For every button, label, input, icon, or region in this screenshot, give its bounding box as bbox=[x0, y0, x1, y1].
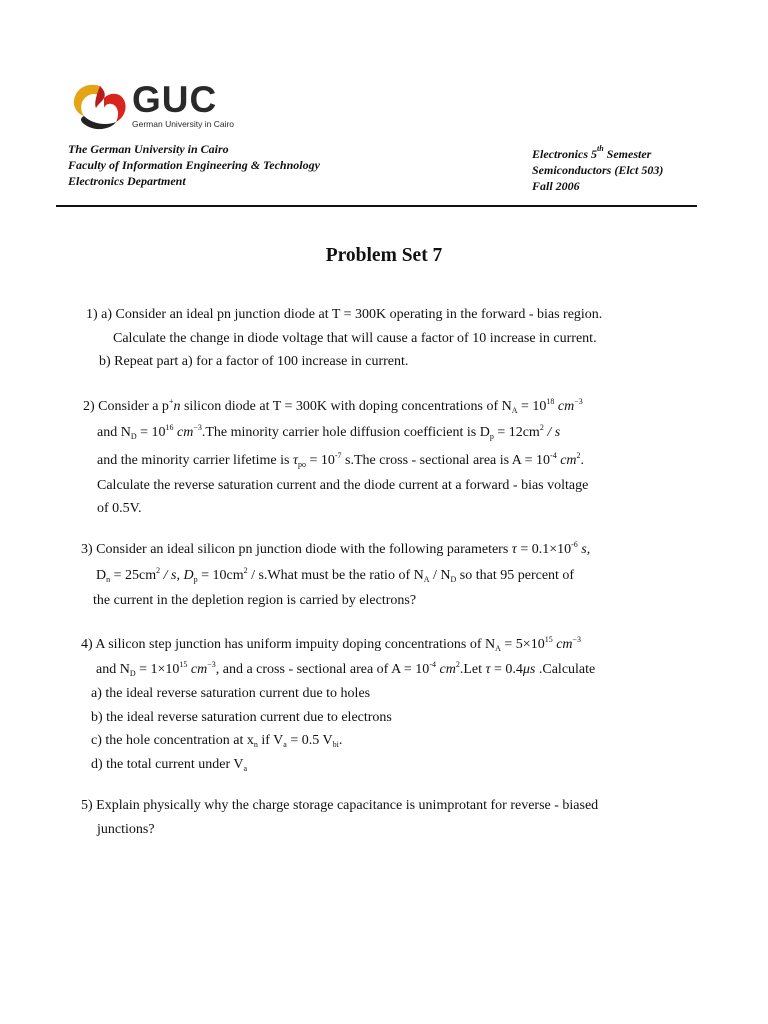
problem-2-line-3: and the minority carrier lifetime is $\tau_{po} = 10^{-7}$ s.The cross - sectional area is $A = 10^{-4}$ $cm^2$. bbox=[97, 451, 585, 469]
problem-4-part-d: d) the total current under $V_a$ bbox=[91, 757, 248, 773]
problem-3-line-3: the current in the depletion region is carried by electrons? bbox=[93, 593, 417, 608]
problem-1-line-3: b) Repeat part a) for a factor of 100 increase in current. bbox=[99, 354, 409, 369]
problem-2-line-2: and $N_D = 10^{16}$ $cm^{-3}.The$ minority carrier hole diffusion coefficient is $D_p = 12cm^2 / s$ bbox=[97, 423, 561, 441]
department-name: Electronics Department bbox=[68, 174, 186, 188]
guc-emblem-icon bbox=[70, 78, 130, 134]
problem-1-line-2: Calculate the change in diode voltage that will cause a factor of 10 increase in current. bbox=[113, 331, 597, 346]
header-right bbox=[532, 141, 663, 194]
problem-4-line-1: 4) A silicon step junction has uniform impuity doping concentrations of $N_A = 5\times 10^{15}$ $cm^{-3}$ bbox=[81, 635, 582, 653]
problem-4-part-a: a) the ideal reverse saturation current due to holes bbox=[91, 686, 371, 701]
page-title: Problem Set 7 bbox=[325, 245, 443, 266]
faculty-name: Faculty of Information Engineering & Technology bbox=[68, 158, 320, 172]
header-divider bbox=[56, 205, 697, 207]
logo-subtitle: German University in Cairo bbox=[132, 119, 235, 129]
problem-4-line-2: and $N_D = 1\times 10^{15}$ $cm^{-3}$, and a cross - sectional area of $A = 10^{-4}$ $cm^2.Let$ τ = 0.4μs .Calculate bbox=[96, 660, 596, 678]
term-line: Fall 2006 bbox=[532, 179, 580, 193]
course-line: Electronics 5th Semester bbox=[532, 144, 652, 161]
problem-1-line-1: 1) a) Consider an ideal pn junction diode at T = 300K operating in the forward - bias region. bbox=[86, 307, 603, 322]
problem-5-line-1: 5) Explain physically why the charge storage capacitance is unimprotant for reverse - biased bbox=[81, 798, 599, 813]
problem-5-line-2: junctions? bbox=[97, 822, 155, 837]
problem-3-line-2: $D_n = 25cm^2 / s$, $D_p = 10cm^2$ / s.What must be the ratio of $N_A / N_D$ so that 95 percent of bbox=[96, 566, 575, 584]
problem-2-line-4: Calculate the reverse saturation current and the diode current at a forward - bias voltage bbox=[97, 478, 589, 493]
problem-4-part-b: b) the ideal reverse saturation current due to electrons bbox=[91, 710, 392, 725]
university-name: The German University in Cairo bbox=[68, 142, 229, 156]
header-left bbox=[68, 141, 320, 189]
guc-logo bbox=[70, 78, 250, 134]
subject-line: Semiconductors (Elct 503) bbox=[532, 163, 664, 177]
problem-4-part-c: c) the hole concentration at $x_n$ if $V_a = 0.5$ $V_{bi}$. bbox=[91, 733, 343, 749]
problem-2-line-1: 2) Consider a p+n silicon diode at T = 300K with doping concentrations of $N_A = 10^{18}$ $cm^{-3}$ bbox=[83, 397, 583, 415]
problem-3-line-1: 3) Consider an ideal silicon pn junction diode with the following parameters $\tau = 0.1\times 10^{-6}$ s, bbox=[81, 540, 591, 557]
logo-wordmark: GUC bbox=[132, 79, 218, 120]
problem-2-line-5: of 0.5V. bbox=[97, 501, 142, 516]
